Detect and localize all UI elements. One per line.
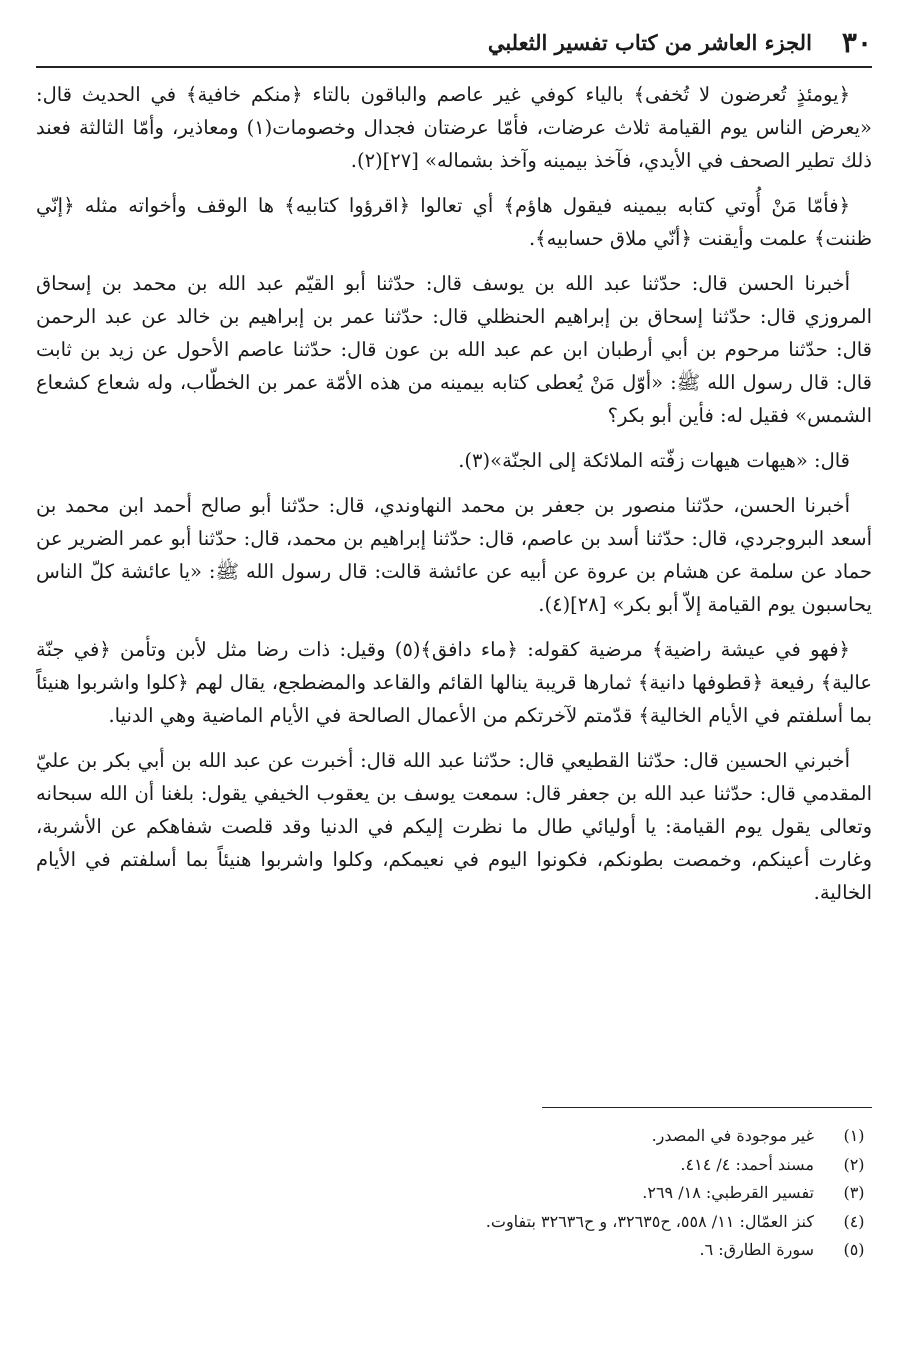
footnote: [36, 1122, 872, 1151]
footnote-text: كنز العمّال: ١١/ ٥٥٨، ح٣٢٦٣٥، و ح٣٢٦٣٦ بتفاوت.: [485, 1211, 814, 1231]
footnote-text: غير موجودة في المصدر.: [651, 1126, 814, 1145]
footnote-number: (٤): [843, 1211, 865, 1231]
footnote: [36, 1236, 872, 1265]
paragraph: أخبرني الحسين قال: حدّثنا القطيعي قال: حدّثنا عبد الله قال: أخبرت عن عبد الله بن أبي بكر بن عليّ المقدمي قال: حدّثنا عبد الله بن جعفر قال: سمعت يوسف بن يعقوب الخيفي يقول: بلغنا أن الله سبحانه وتعالى يقول يوم القيامة: يا أوليائي طال ما نظرت إليكم في الدنيا وقد قلصت شفاهكم عن الأشربة، وغارت أعينكم، وخمصت بطونكم، فكونوا اليوم في نعيمكم، وكلوا واشربوا هنيئاً بما أسلفتم في الأيام الخالية.: [36, 749, 872, 904]
header-divider: [36, 66, 872, 68]
paragraph: أخبرنا الحسن قال: حدّثنا عبد الله بن يوسف قال: حدّثنا أبو القيّم عبد الله بن محمد بن إسحاق المروزي قال: حدّثنا إسحاق بن إبراهيم الحنظلي قال: حدّثنا عمر بن إبراهيم بن خالد عن عبد الرحمن قال: حدّثنا مرحوم بن أبي أرطبان ابن عم عبد الله بن عون قال: حدّثنا عاصم الأحول عن زيد بن ثابت قال: قال رسول الله ﷺ: «أوّل مَنْ يُعطى كتابه بيمينه من هذه الأمّة عمر بن الخطّاب، وله شعاع كشعاع الشمس» فقيل له: فأين أبو بكر؟: [36, 272, 872, 427]
footnote-number: (١): [843, 1126, 865, 1145]
footnote: [36, 1208, 872, 1237]
footnote-number: (٣): [843, 1183, 865, 1202]
paragraph: ﴿فهو في عيشة راضية﴾ مرضية كقوله: ﴿ماء دافق﴾(٥) وقيل: ذات رضا مثل لأبن وتأمن ﴿في جنّة عالية﴾ رفيعة ﴿قطوفها دانية﴾ ثمارها قريبة ينالها القائم والقاعد والمضطجع، يقال لهم ﴿كلوا واشربوا هنيئاً بما أسلفتم في الأيام الخالية﴾ قدّمتم لآخرتكم من الأعمال الصالحة في الأيام الماضية وهي الدنيا.: [36, 638, 872, 727]
footnote: [36, 1151, 872, 1180]
paragraph: ﴿يومئذٍ تُعرضون لا تُخفى﴾ بالياء كوفي غير عاصم والباقون بالتاء ﴿منكم خافية﴾ في الحديث قال: «يعرض الناس يوم القيامة ثلاث عرضات، فأمّا عرضتان فجدال وخصومات(١) ومعاذير، وأمّا الثالثة فعند ذلك تطير الصحف في الأيدي، فآخذ بيمينه وآخذ بشماله» [٢٧](٢).: [36, 83, 872, 172]
page-header: [36, 20, 872, 64]
main-text: [36, 78, 872, 921]
paragraph: أخبرنا الحسن، حدّثنا منصور بن جعفر بن محمد النهاوندي، قال: حدّثنا أبو صالح أحمد ابن محمد بن أسعد البروجردي، قال: حدّثنا أسد بن عاصم، قال: حدّثنا إبراهيم بن محمد، قال: حدّثنا أبو عمر الضرير عن حماد عن سلمة عن هشام بن عروة عن أبيه عن عائشة قالت: قال رسول الله ﷺ: «يا عائشة كلّ الناس يحاسبون يوم القيامة إلاّ أبو بكر» [٢٨](٤).: [36, 494, 872, 616]
footnote-number: (٥): [843, 1240, 865, 1259]
footnote-number: (٢): [843, 1154, 865, 1174]
footnote-text: تفسير القرطبي: ١٨/ ٢٦٩.: [642, 1183, 814, 1202]
paragraph: قال: «هيهات هيهات زفّته الملائكة إلى الجنّة»(٣).: [458, 449, 850, 472]
page-number: ٣٠: [841, 25, 872, 59]
footnote-divider: [542, 1107, 872, 1108]
footnote: [36, 1179, 872, 1208]
footnote-text: مسند أحمد: ٤/ ٤١٤.: [680, 1154, 814, 1174]
running-title: الجزء العاشر من كتاب تفسير الثعلبي: [487, 29, 812, 55]
paragraph: ﴿فأمّا مَنْ أُوتي كتابه بيمينه فيقول هاؤم﴾ أي تعالوا ﴿اقرؤوا كتابيه﴾ ها الوقف وأخواته مثله ﴿إنّي ظننت﴾ علمت وأيقنت ﴿أنّي ملاق حسابيه﴾.: [36, 194, 872, 250]
footnotes: [36, 1122, 872, 1265]
footnote-text: سورة الطارق: ٦.: [699, 1240, 814, 1259]
